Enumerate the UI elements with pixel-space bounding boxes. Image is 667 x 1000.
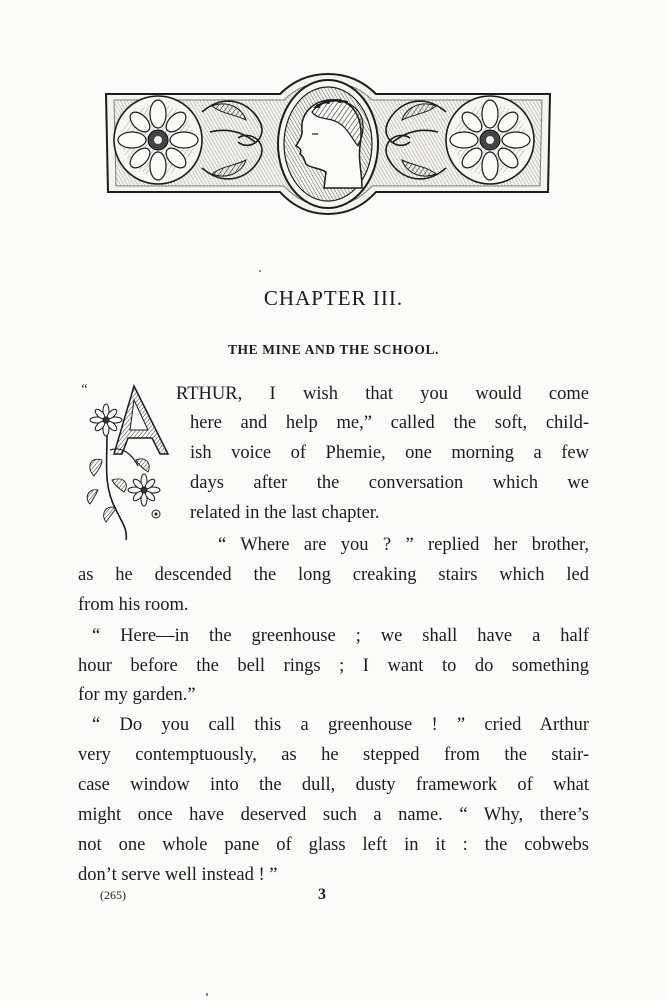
paragraph-line: days after the conversation which we: [190, 473, 589, 493]
chapter-subtitle: THE MINE AND THE SCHOOL.: [227, 342, 440, 357]
paragraph-line: case window into the dull, dusty framework of what: [78, 775, 589, 795]
paragraph-line: not one whole pane of glass left in it : the cobwebs: [78, 835, 589, 855]
opening-quote-mark: “: [80, 382, 88, 397]
paragraph-line: don’t serve well instead ! ”: [78, 865, 278, 885]
paragraph-line: “ Here—in the greenhouse ; we shall have a half: [92, 626, 589, 646]
paragraph-line: as he descended the long creaking stairs which led: [78, 565, 589, 585]
paragraph-line: here and help me,” called the soft, child-: [190, 413, 589, 433]
paragraph-line: very contemptuously, as he stepped from the stair-: [78, 745, 589, 765]
ink-speck: [259, 270, 261, 272]
page-number: 3: [318, 886, 326, 903]
floral-initial-a-icon: [76, 380, 176, 545]
paragraph-line: related in the last chapter.: [190, 503, 380, 523]
paragraph-line: ish voice of Phemie, one morning a few: [190, 443, 589, 463]
signature-mark: (265): [100, 888, 126, 902]
paragraph-line: “ Do you call this a greenhouse ! ” cried Arthur: [92, 715, 589, 735]
chapter-title: CHAPTER III.: [263, 286, 404, 310]
paragraph-line: “ Where are you ? ” replied her brother,: [218, 535, 589, 555]
paragraph-line: from his room.: [78, 595, 189, 615]
ornamental-headpiece-icon: [100, 72, 556, 217]
ink-speck: [206, 993, 208, 996]
paragraph-line: for my garden.”: [78, 685, 196, 705]
paragraph-line: hour before the bell rings ; I want to do something: [78, 656, 589, 676]
paragraph-line: RTHUR, I wish that you would come: [176, 384, 589, 404]
paragraph-line: might once have deserved such a name. “ Why, there’s: [78, 805, 589, 825]
